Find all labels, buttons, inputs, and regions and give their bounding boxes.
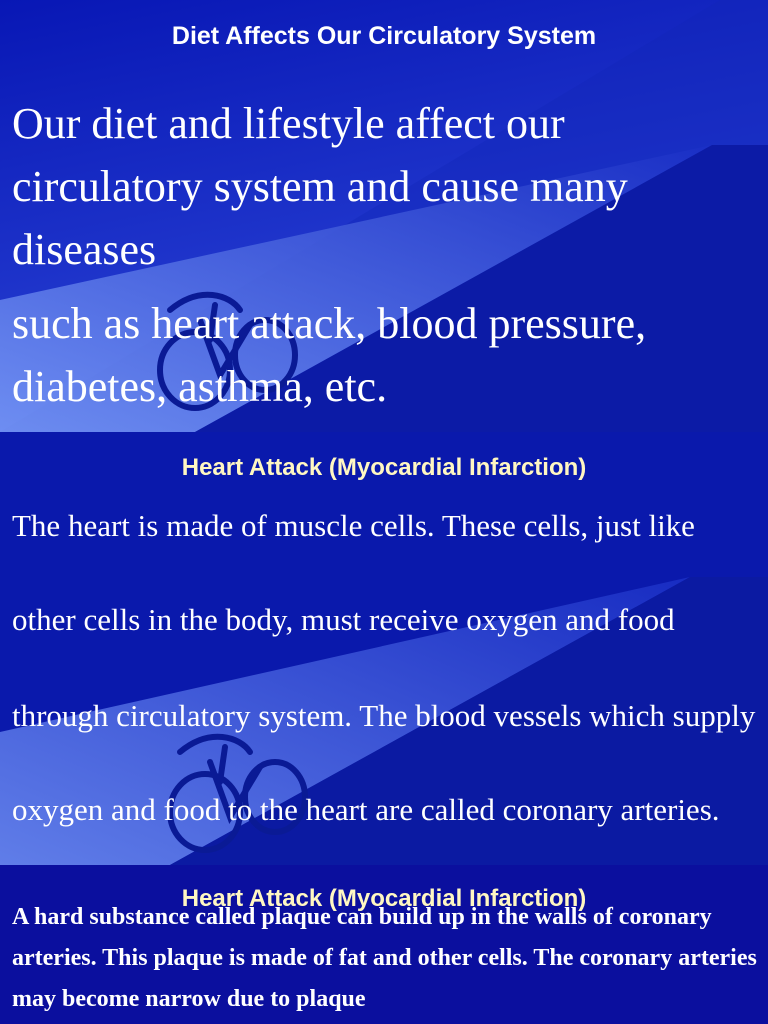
slide-paragraph: oxygen and food to the heart are called coronary arteries. [12, 792, 720, 827]
slide-title: Heart Attack (Myocardial Infarction) [181, 454, 587, 481]
slide-paragraph: A hard substance called plaque can build up in the walls of coronary arteries. This plaque is made of fat and other cells. The coronary arteries may become narrow due to plaque [12, 904, 757, 1012]
slide-paragraph: such as heart attack, blood pressure, diabetes, asthma, etc. [12, 299, 647, 411]
slide-paragraph: The heart is made of muscle cells. These cells, just like [12, 508, 695, 543]
slide-diet-circulatory [0, 0, 768, 432]
slide-paragraph: through circulatory system. The blood vessels which supply [12, 698, 756, 733]
slide-title: Heart Attack (Myocardial Infarction) [181, 885, 587, 912]
slide-heart-attack [0, 432, 768, 865]
slide-title: Diet Affects Our Circulatory System [171, 22, 597, 50]
slide-paragraph: other cells in the body, must receive oxygen and food [12, 602, 675, 637]
slide-paragraph: Our diet and lifestyle affect our circulatory system and cause many diseases [12, 99, 628, 274]
slide-heart-attack-plaque [0, 865, 768, 1024]
